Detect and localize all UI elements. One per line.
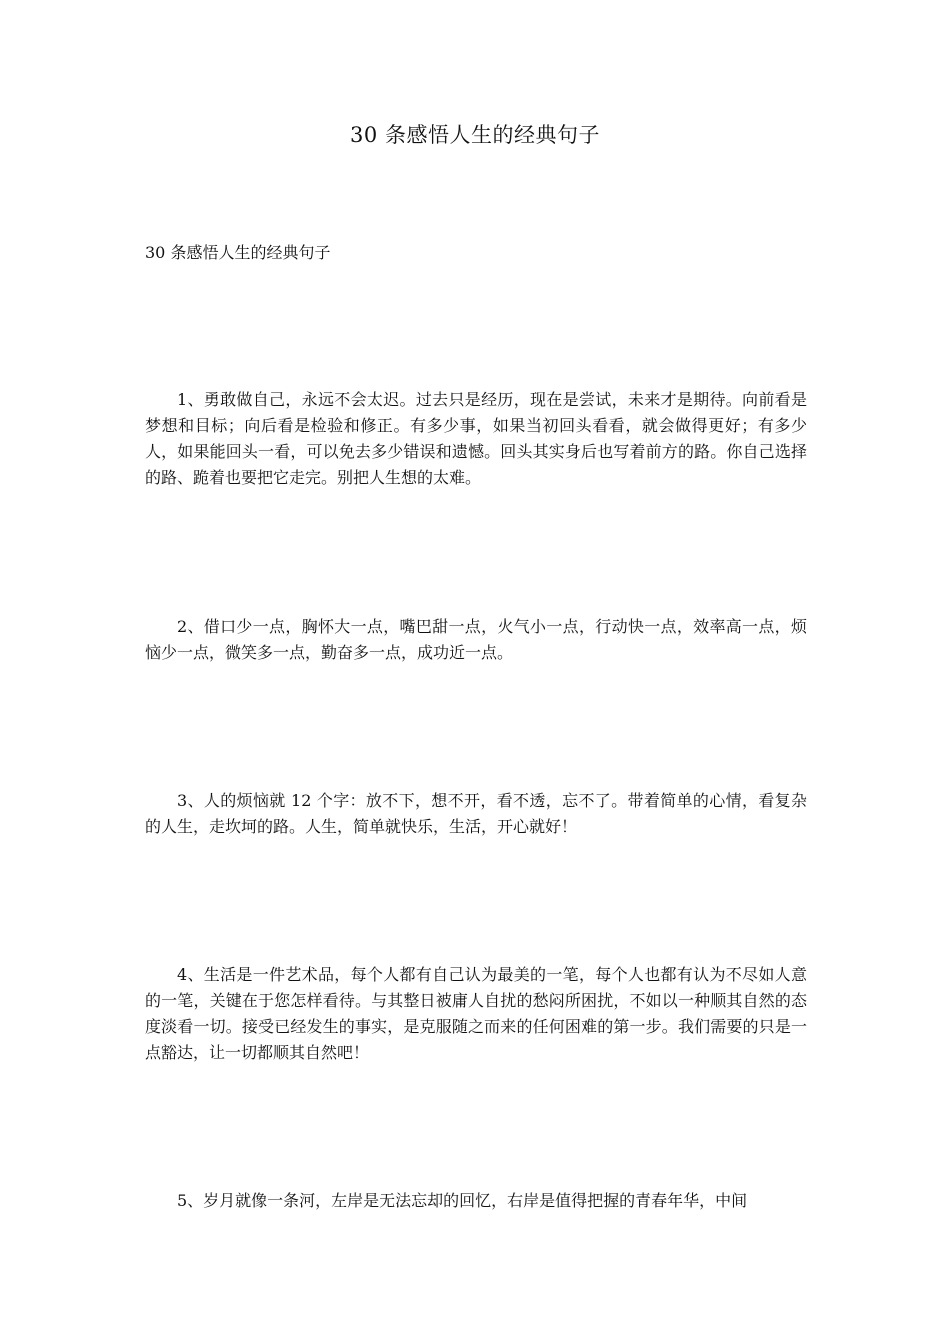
document-subtitle: 30 条感悟人生的经典句子: [145, 243, 331, 262]
document-title: 30 条感悟人生的经典句子: [350, 123, 600, 147]
paragraph-4: 4、生活是一件艺术品，每个人都有自己认为最美的一笔，每个人也都有认为不尽如人意的一笔，关键在于您怎样看待。与其整日被庸人自扰的愁闷所困扰，不如以一种顺其自然的态度淡看一切。接受已经发生的事实，是克服随之而来的任何困难的第一步。我们需要的只是一点豁达，让一切都顺其自然吧！: [145, 965, 807, 1062]
paragraph-3: 3、人的烦恼就 12 个字：放不下，想不开，看不透，忘不了。带着简单的心情，看复杂的人生，走坎坷的路。人生，简单就快乐，生活，开心就好！: [145, 791, 807, 836]
paragraph-2: 2、借口少一点，胸怀大一点，嘴巴甜一点，火气小一点，行动快一点，效率高一点，烦恼少一点，微笑多一点，勤奋多一点，成功近一点。: [145, 617, 807, 662]
paragraph-5: 5、岁月就像一条河，左岸是无法忘却的回忆，右岸是值得把握的青春年华，中间: [177, 1191, 748, 1210]
paragraph-1: 1、勇敢做自己，永远不会太迟。过去只是经历，现在是尝试，未来才是期待。向前看是梦想和目标；向后看是检验和修正。有多少事，如果当初回头看看，就会做得更好；有多少人，如果能回头一看，可以免去多少错误和遗憾。回头其实身后也写着前方的路。你自己选择的路、跪着也要把它走完。别把人生想的太难。: [145, 390, 807, 487]
